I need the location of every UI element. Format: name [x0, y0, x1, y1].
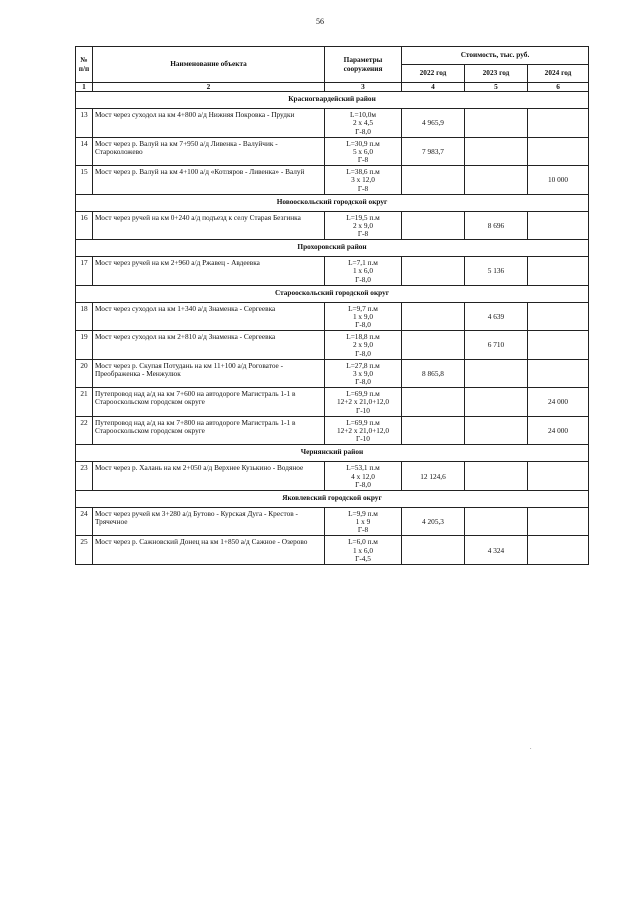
param-line: 4 x 12,0 — [351, 471, 375, 481]
object-name: Мост через ручей на км 0+240 а/д подъезд к селу Старая Безгинка — [93, 211, 325, 240]
param-line: L=53,1 п.м — [346, 463, 380, 473]
param-line: L=38,6 п.м — [346, 167, 380, 177]
header-2022: 2022 год — [402, 65, 465, 83]
colnum: 6 — [528, 83, 589, 92]
object-params — [325, 388, 402, 417]
object-params — [325, 257, 402, 286]
header-num: № п/п — [76, 47, 93, 83]
row-number: 14 — [76, 137, 93, 166]
row-number: 23 — [76, 462, 93, 491]
cost-2023 — [465, 359, 528, 388]
param-line: 2 x 4,5 — [352, 118, 374, 128]
param-line: 1 x 6,0 — [352, 266, 374, 276]
param-line: Г-4,5 — [355, 553, 371, 563]
cost-2022: 4 205,3 — [402, 507, 465, 536]
cost-2023: 8 696 — [465, 211, 528, 240]
object-params — [325, 211, 402, 240]
object-name: Путепровод над а/д на км 7+800 на автодороге Магистраль 1-1 в Старооскольском городском округе — [93, 416, 325, 445]
cost-2023: 4 639 — [465, 302, 528, 331]
row-number: 15 — [76, 166, 93, 195]
cost-2023: 4 324 — [465, 536, 528, 565]
table-row — [76, 388, 589, 417]
param-line: 12+2 x 21,0+12,0 — [336, 425, 389, 435]
object-name: Мост через ручей на км 2+960 а/д Ржавец - Авдеевка — [93, 257, 325, 286]
cost-2023 — [465, 137, 528, 166]
param-line: Г-8,0 — [355, 274, 371, 284]
object-name: Мост через ручей км 3+280 а/д Бутово - Курская Дуга - Крестов - Трячечное — [93, 507, 325, 536]
param-line: Г-8 — [357, 183, 369, 193]
section-row — [76, 445, 589, 462]
cost-2024 — [528, 536, 589, 565]
table-row — [76, 211, 589, 240]
cost-2024 — [528, 257, 589, 286]
header-name: Наименование объекта — [93, 47, 325, 83]
row-number: 21 — [76, 388, 93, 417]
object-params — [325, 536, 402, 565]
object-params — [325, 302, 402, 331]
table-row — [76, 257, 589, 286]
cost-2022 — [402, 302, 465, 331]
object-name: Путепровод над а/д на км 7+600 на автодороге Магистраль 1-1 в Старооскольском городском округе — [93, 388, 325, 417]
object-name: Мост через р. Скупая Потудань на км 11+100 а/д Роговатое - Преображенка - Менжулюк — [93, 359, 325, 388]
cost-2022: 12 124,6 — [402, 462, 465, 491]
table-row — [76, 109, 589, 138]
cost-2022 — [402, 388, 465, 417]
header-cost: Стоимость, тыс. руб. — [402, 47, 589, 65]
param-line: L=69,9 п.м — [346, 389, 380, 399]
param-line: 2 x 9,0 — [352, 340, 374, 350]
cost-2022 — [402, 416, 465, 445]
cost-2022 — [402, 166, 465, 195]
section-title: Новооскольский городской округ — [76, 194, 589, 211]
param-line: L=69,9 п.м — [346, 417, 380, 427]
cost-2023: 5 136 — [465, 257, 528, 286]
page-number: 56 — [316, 17, 324, 26]
row-number: 17 — [76, 257, 93, 286]
cost-2022 — [402, 536, 465, 565]
colnum: 5 — [465, 83, 528, 92]
table-row — [76, 166, 589, 195]
param-line: 1 x 9 — [355, 517, 371, 527]
object-name: Мост через р. Халань на км 2+050 а/д Верхнее Кузькино - Водяное — [93, 462, 325, 491]
cost-2024 — [528, 137, 589, 166]
param-line: Г-8 — [357, 525, 369, 535]
colnum: 2 — [93, 83, 325, 92]
row-number: 13 — [76, 109, 93, 138]
scan-speck: . — [530, 745, 532, 751]
cost-2022 — [402, 211, 465, 240]
cost-2022: 8 865,8 — [402, 359, 465, 388]
cost-2022 — [402, 331, 465, 360]
param-line: L=18,8 п.м — [346, 332, 380, 342]
cost-2022 — [402, 257, 465, 286]
colnum: 4 — [402, 83, 465, 92]
section-title: Чернянский район — [76, 445, 589, 462]
cost-2023 — [465, 462, 528, 491]
object-name: Мост через р. Валуй на км 7+950 а/д Ливенка - Валуйчик - Староколожево — [93, 137, 325, 166]
param-line: 1 x 9,0 — [352, 311, 374, 321]
bridge-cost-table — [75, 46, 589, 565]
section-row — [76, 285, 589, 302]
param-line: Г-10 — [356, 434, 370, 444]
param-line: L=6,0 п.м — [348, 537, 378, 547]
cost-2022: 7 983,7 — [402, 137, 465, 166]
object-name: Мост через суходол на км 2+810 а/д Знаменка - Сергеевка — [93, 331, 325, 360]
object-name: Мост через суходол на км 1+340 а/д Знаменка - Сергеевка — [93, 302, 325, 331]
cost-2024 — [528, 211, 589, 240]
param-line: Г-8,0 — [355, 479, 371, 489]
row-number: 16 — [76, 211, 93, 240]
section-row — [76, 240, 589, 257]
object-params — [325, 331, 402, 360]
cost-2023 — [465, 416, 528, 445]
object-params — [325, 137, 402, 166]
colnum: 3 — [325, 83, 402, 92]
section-title: Прохоровский район — [76, 240, 589, 257]
header-2024: 2024 год — [528, 65, 589, 83]
param-line: Г-8,0 — [355, 348, 371, 358]
table-row — [76, 331, 589, 360]
cost-2024: 10 000 — [528, 166, 589, 195]
object-params — [325, 109, 402, 138]
param-line: Г-8 — [357, 155, 369, 165]
table-row — [76, 302, 589, 331]
object-name: Мост через р. Сажновский Донец на км 1+850 а/д Сажное - Озерово — [93, 536, 325, 565]
cost-2024: 24 000 — [528, 388, 589, 417]
row-number: 19 — [76, 331, 93, 360]
cost-2023 — [465, 507, 528, 536]
cost-2024 — [528, 359, 589, 388]
param-line: L=10,0м — [350, 110, 376, 120]
cost-2024 — [528, 462, 589, 491]
param-line: L=7,1 п.м — [348, 258, 378, 268]
cost-2024 — [528, 109, 589, 138]
section-title: Красногвардейский район — [76, 92, 589, 109]
cost-2023 — [465, 388, 528, 417]
param-line: L=30,9 п.м — [346, 138, 380, 148]
param-line: L=9,7 п.м — [348, 303, 378, 313]
column-numbers-row — [76, 83, 589, 92]
param-line: 5 x 6,0 — [352, 146, 374, 156]
param-line: 3 x 12,0 — [351, 175, 375, 185]
section-row — [76, 92, 589, 109]
cost-2024 — [528, 507, 589, 536]
object-params — [325, 166, 402, 195]
object-params — [325, 416, 402, 445]
row-number: 24 — [76, 507, 93, 536]
header-2023: 2023 год — [465, 65, 528, 83]
row-number: 18 — [76, 302, 93, 331]
section-title: Яковлевский городской округ — [76, 490, 589, 507]
row-number: 22 — [76, 416, 93, 445]
cost-2024 — [528, 331, 589, 360]
object-params — [325, 507, 402, 536]
param-line: Г-8 — [357, 229, 369, 239]
header-params: Параметры сооружения — [325, 47, 402, 83]
table-row — [76, 416, 589, 445]
object-params — [325, 462, 402, 491]
cost-2022: 4 965,9 — [402, 109, 465, 138]
colnum: 1 — [76, 83, 93, 92]
param-line: 3 x 9,0 — [352, 368, 374, 378]
param-line: 1 x 6,0 — [352, 545, 374, 555]
param-line: L=27,8 п.м — [346, 360, 380, 370]
section-row — [76, 194, 589, 211]
row-number: 25 — [76, 536, 93, 565]
param-line: Г-8,0 — [355, 377, 371, 387]
table-row — [76, 536, 589, 565]
cost-2023 — [465, 109, 528, 138]
cost-2023: 6 710 — [465, 331, 528, 360]
section-row — [76, 490, 589, 507]
row-number: 20 — [76, 359, 93, 388]
cost-2024: 24 000 — [528, 416, 589, 445]
param-line: L=19,5 п.м — [346, 212, 380, 222]
param-line: Г-8,0 — [355, 320, 371, 330]
table-row — [76, 462, 589, 491]
object-params — [325, 359, 402, 388]
cost-2024 — [528, 302, 589, 331]
section-title: Старооскольский городской округ — [76, 285, 589, 302]
cost-2023 — [465, 166, 528, 195]
object-name: Мост через суходол на км 4+800 а/д Нижняя Покровка - Прудки — [93, 109, 325, 138]
table-row — [76, 507, 589, 536]
param-line: Г-10 — [356, 405, 370, 415]
object-name: Мост через р. Валуй на км 4+100 а/д «Котляров - Ливенка» - Валуй — [93, 166, 325, 195]
param-line: Г-8,0 — [355, 126, 371, 136]
param-line: L=9,9 п.м — [348, 508, 378, 518]
table-body — [76, 92, 589, 565]
table-row — [76, 359, 589, 388]
param-line: 12+2 x 21,0+12,0 — [336, 397, 389, 407]
param-line: 2 x 9,0 — [352, 220, 374, 230]
table-row — [76, 137, 589, 166]
